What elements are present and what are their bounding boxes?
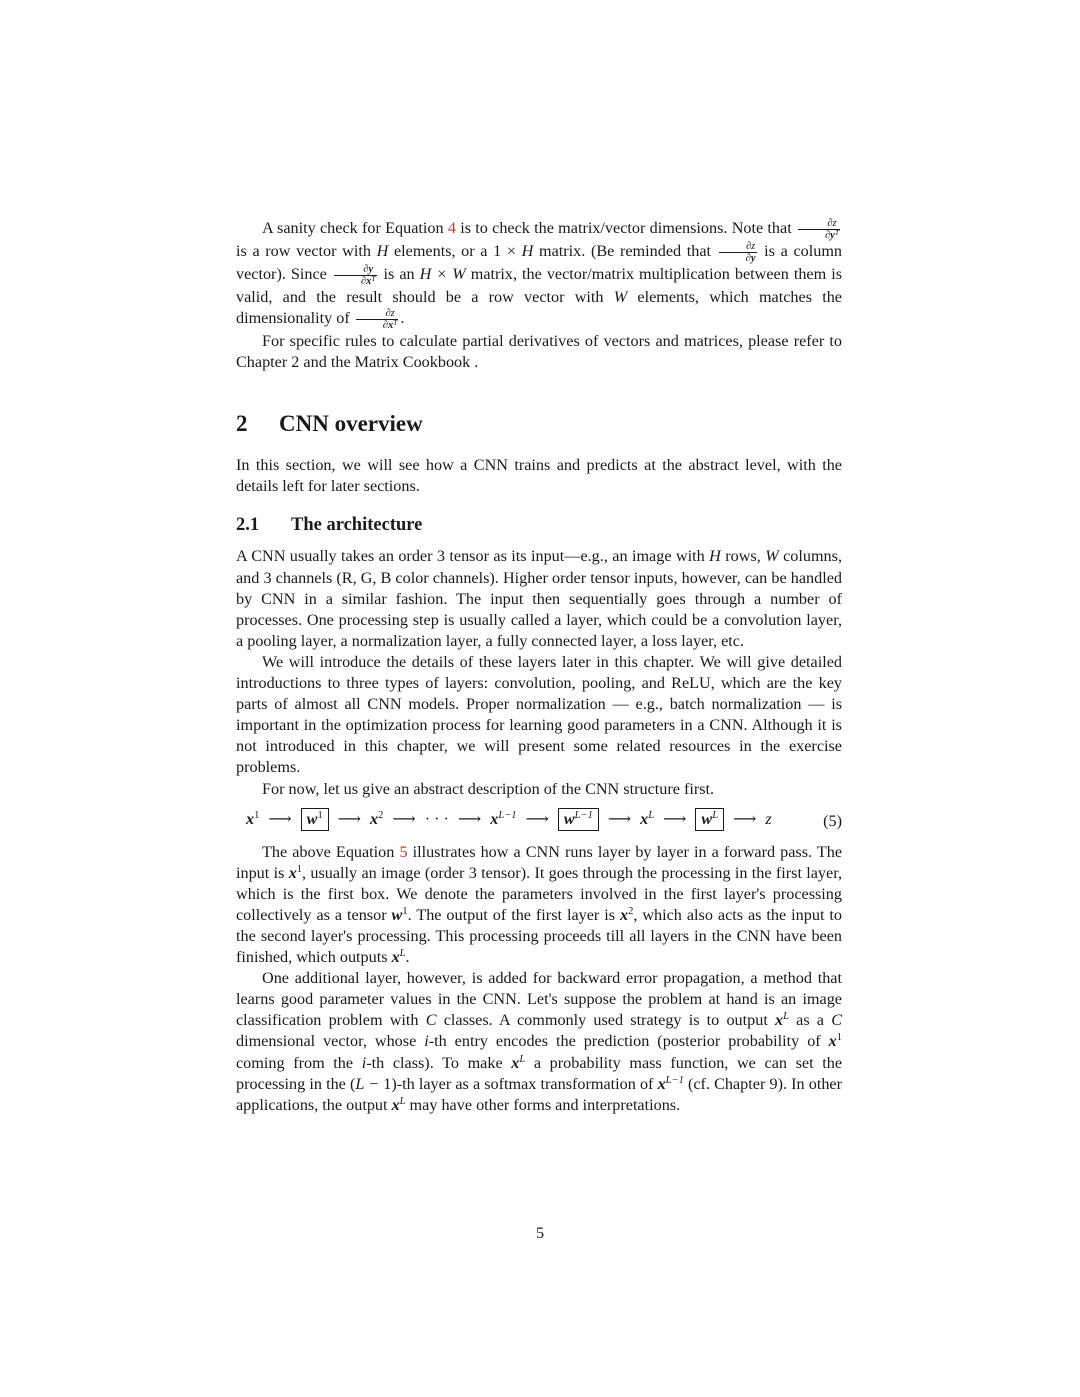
paragraph-sanity-check: A sanity check for Equation 4 is to check the matrix/vector dimensions. Note that $\frac{\partial z}{\partial y^T}$ is a row vector with H elements, or a 1 × H matrix. (Be reminded that $\frac{\partial z}{\partial y}$ is a column vector). Since $\frac{\partial y}{\partial x^T}$ is an H × W matrix, the vector/matrix multiplication between them is valid, and the result should be a row vector with W elements, which matches the dimensionality of $\frac{\partial z}{\partial x^T}$ . <box>236 218 842 332</box>
fraction-dz-dyT: $\frac{\partial z}{\partial y^T}$ <box>798 218 840 241</box>
paragraph-section-intro: In this section, we will see how a CNN trains and predicts at the abstract level, with the details left for later sections. <box>236 456 842 496</box>
paragraph-forward-pass: The above Equation 5 illustrates how a CNN runs layer by layer in a forward pass. The input is $x^1$, usually an image (order 3 tensor). It goes through the processing in the first layer, which is the first box. We denote the parameters involved in the first layer's processing collectively as a tensor $w^1$. The output of the first layer is $x^2$, which also acts as the input to the second layer's processing. This processing proceeds till all layers in the CNN have been finished, which outputs $x^L$. <box>236 842 842 967</box>
arrow: ⟶ <box>663 810 687 829</box>
arrow: ⟶ <box>525 810 549 829</box>
equation-ref-4[interactable]: 4 <box>447 219 456 238</box>
page-number: 5 <box>535 1224 545 1242</box>
arrow: ⟶ <box>392 810 416 829</box>
page-body <box>236 218 842 1116</box>
arrow: ⟶ <box>733 810 757 829</box>
paragraph-rules: For specific rules to calculate partial derivatives of vectors and matrices, please refer to Chapter 2 and the Matrix Cookbook . <box>236 332 842 372</box>
arrow: ⟶ <box>268 810 292 829</box>
weight-box-L-1: $w^{L-1}$ <box>558 808 599 831</box>
equation-ref-5[interactable]: 5 <box>399 842 408 861</box>
fraction-dz-dxT: $\frac{\partial z}{\partial x^T}$ <box>356 308 399 331</box>
arrow: ⟶ <box>607 810 632 829</box>
paragraph-abstract: For now, let us give an abstract description of the CNN structure first. <box>262 779 715 798</box>
equation-5: $x^1$ ⟶ $w^1$ ⟶ $x^2$ ⟶ · · · ⟶ $x^{L-1}$ ⟶ $w^{L-1}$ ⟶ $x^L$ ⟶ $w^L$ ⟶ z (5) <box>246 809 842 830</box>
weight-box-1: $w^1$ <box>301 808 329 831</box>
fraction-dz-dy: $\frac{\partial z}{\partial y}$ <box>719 241 757 264</box>
paragraph-backward: One additional layer, however, is added for backward error propagation, a method that learns good parameter values in the CNN. Let's suppose the problem at hand is an image classification problem with C classes. A commonly used strategy is to output $x^L$ as a C dimensional vector, whose i-th entry encodes the prediction (posterior probability of $x^1$ coming from the i-th class). To make $x^L$ a probability mass function, we can set the processing in the (L − 1)-th layer as a softmax transformation of $x^{L-1}$ (cf. Chapter 9). In other applications, the output $x^L$ may have other forms and interpretations. <box>236 969 843 1114</box>
subsection-heading: 2.1 The architecture <box>236 515 423 536</box>
paragraph-cnn-input: A CNN usually takes an order 3 tensor as its input—e.g., an image with H rows, W columns, and 3 channels (R, G, B color channels). Higher order tensor inputs, however, can be handled by CNN in a similar fashion. The input then sequentially goes through a number of processes. One processing step is usually called a layer, which could be a convolution layer, a pooling layer, a normalization layer, a fully connected layer, a loss layer, etc. <box>236 547 843 650</box>
arrow: ⟶ <box>458 810 482 829</box>
arrow: ⟶ <box>337 810 361 829</box>
weight-box-L: $w^L$ <box>695 808 724 831</box>
equation-number: (5) <box>823 811 842 830</box>
fraction-dy-dxT: $\frac{\partial y}{\partial x^T}$ <box>334 264 377 287</box>
section-heading: 2 CNN overview <box>236 411 423 437</box>
paragraph-layer-types: We will introduce the details of these layers later in this chapter. We will give detailed introductions to three types of layers: convolution, pooling, and ReLU, which are the key parts of almost all CNN models. Proper normalization — e.g., batch normalization — is important in the optimization process for learning good parameters in a CNN. Although it is not introduced in this chapter, we will present some related resources in the exercise problems. <box>236 652 842 777</box>
